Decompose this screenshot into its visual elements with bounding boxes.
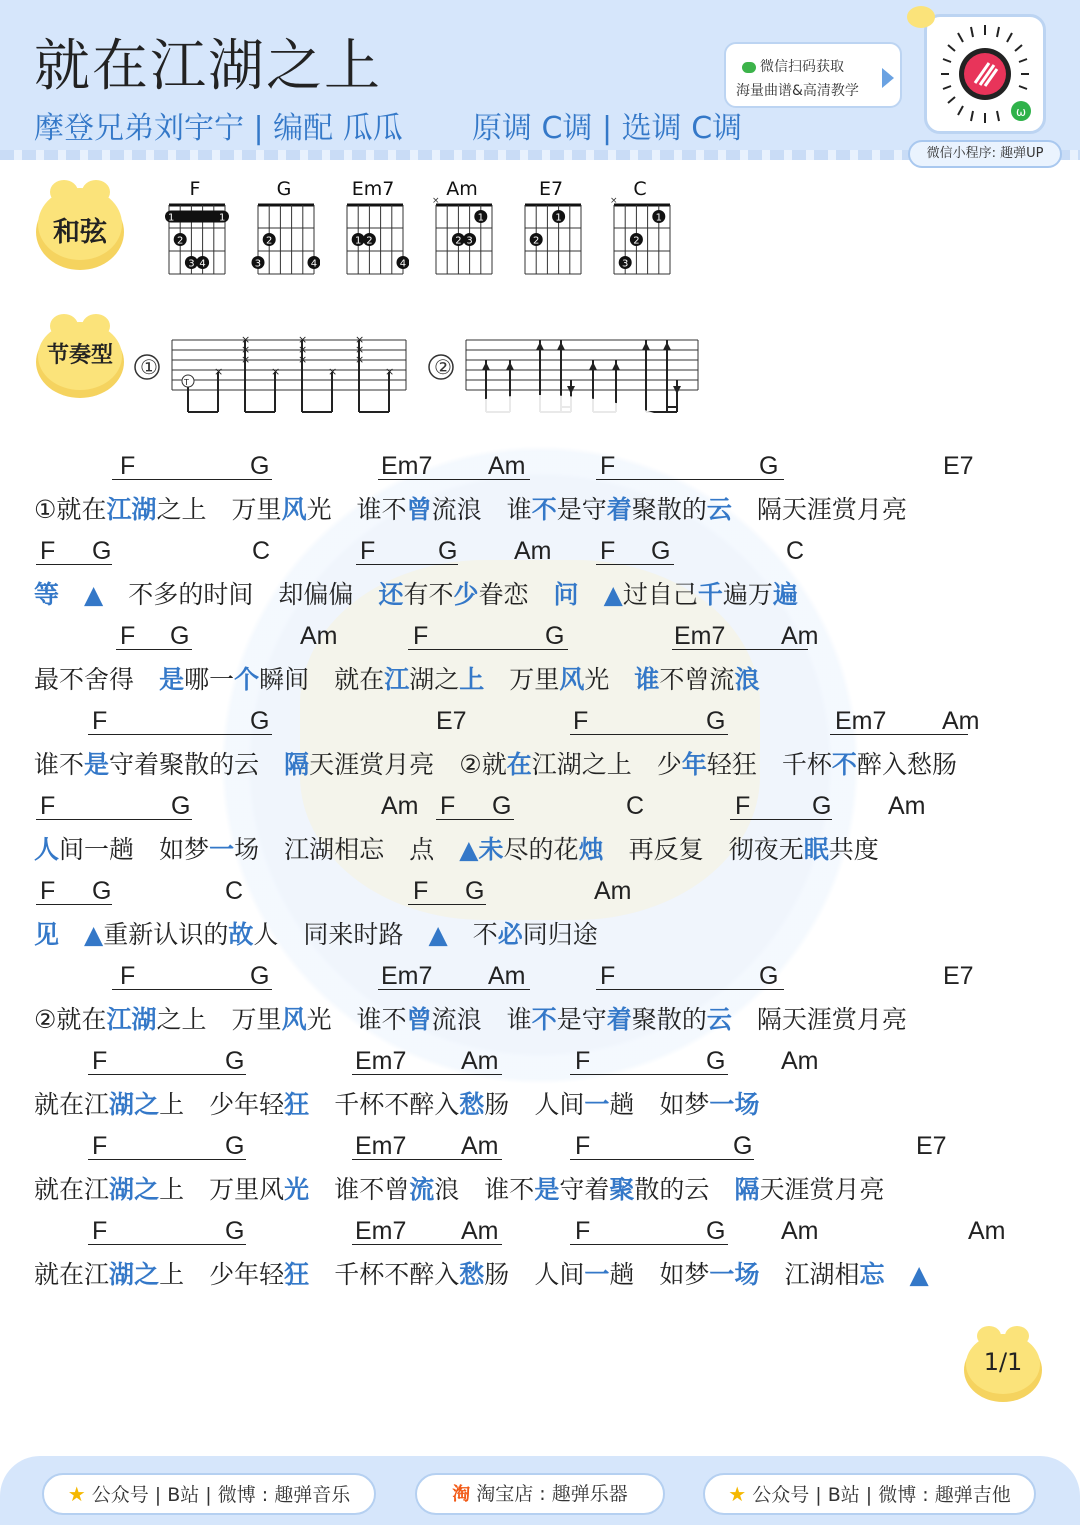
chord-underline [36,819,192,820]
chord-symbol: G [545,622,565,650]
rhythm-pattern-1 [135,333,406,412]
chord-symbol: F [600,537,616,565]
key-info: 原调 C调 | 选调 C调 [472,111,743,146]
chord-symbol: E7 [436,707,467,735]
lyric-line [0,827,1080,870]
page-number-badge [962,1320,1044,1404]
lyric-text: 等 ▲ 不多的时间 却偏偏 还有不少眷恋 问 ▲过自己千遍万遍 [34,580,798,609]
svg-text:×: × [355,333,365,346]
svg-text:×: × [298,353,308,366]
chord-symbol: F [573,707,589,735]
lyric-line [0,572,1080,615]
chord-symbol: Am [781,1217,819,1245]
chord-diagram-name: Em7 [351,178,395,200]
svg-text:×: × [298,343,308,356]
lyric-line [0,742,1080,785]
chord-symbol: E7 [916,1132,947,1160]
svg-text:2: 2 [266,235,273,247]
chord-symbol: F [600,452,616,480]
fretboard-grid [337,178,409,278]
chord-symbol: E7 [943,452,974,480]
chord-symbol: F [40,792,56,820]
chord-symbol: C [252,537,271,565]
rhythm-badge [34,306,128,390]
chord-symbol: Am [488,962,526,990]
footer-social-guitar-text: 公众号 | B站 | 微博 : 趣弹吉他 [752,1484,1011,1506]
chord-symbol: G [492,792,512,820]
footer-social-music-text: 公众号 | B站 | 微博 : 趣弹音乐 [91,1484,351,1506]
svg-text:4: 4 [399,258,407,270]
chord-diagram-g [248,178,320,278]
lyric-text: ①就在江湖之上 万里风光 谁不曾流浪 谁不是守着聚散的云 隔天涯赏月亮 [34,495,907,524]
chord-symbol: F [120,622,136,650]
chord-symbol: G [250,707,270,735]
chord-symbol: Am [488,452,526,480]
chord-symbol: G [759,962,779,990]
chord-diagram-name: C [633,178,647,200]
chord-diagram-name: E7 [538,178,564,200]
chord-symbol: Em7 [835,707,887,735]
chord-symbol: G [225,1047,245,1075]
lyric-line [0,912,1080,955]
chord-line [0,1210,1080,1252]
svg-text:2: 2 [455,235,462,247]
chord-symbol: Em7 [355,1132,407,1160]
chord-symbol: F [120,962,136,990]
svg-text:1: 1 [355,235,362,247]
chord-diagram-e7 [515,178,587,278]
yellow-dot-icon [905,4,937,30]
chord-line [0,870,1080,912]
chord-underline [596,479,784,480]
artist-arranger: 摩登兄弟刘宇宁 | 编配 瓜瓜 [34,111,403,146]
fretboard-grid [159,178,231,278]
svg-text:3: 3 [254,258,262,270]
chord-symbol: G [92,877,112,905]
svg-text:1: 1 [477,212,484,224]
svg-text:2: 2 [366,235,373,247]
chord-symbol: F [40,877,56,905]
chord-symbol: Em7 [355,1047,407,1075]
svg-text:×: × [432,196,440,206]
chord-line [0,785,1080,827]
chord-line [0,700,1080,742]
fretboard-grid [426,178,498,278]
chord-symbol: G [250,962,270,990]
chord-symbol: G [225,1132,245,1160]
chord-line [0,445,1080,487]
chord-symbol: Em7 [355,1217,407,1245]
chord-symbol: G [92,537,112,565]
svg-text:×: × [214,365,224,378]
svg-text:1: 1 [655,212,662,224]
lyric-line [0,1252,1080,1295]
rhythm-badge-label: 节奏型 [46,343,113,368]
chord-underline [88,734,272,735]
svg-text:T: T [184,378,189,387]
chord-diagram-name: G [276,178,292,200]
chord-symbol: F [92,1132,108,1160]
chord-underline [570,1074,728,1075]
fretboard-grid [515,178,587,278]
footer-social-music[interactable] [42,1473,376,1515]
chord-symbol: G [250,452,270,480]
star-icon: ★ [728,1482,747,1506]
chord-line [0,1125,1080,1167]
svg-text:×: × [355,343,365,356]
chord-symbol: Am [461,1132,499,1160]
chord-symbol: Am [514,537,552,565]
chord-symbol: F [92,707,108,735]
chords-badge [34,168,128,252]
chord-symbol: G [706,1217,726,1245]
lyric-text: 人间一趟 如梦一场 江湖相忘 点 ▲未尽的花烛 再反复 彻夜无眠共度 [34,835,879,864]
footer-social-guitar[interactable] [703,1473,1036,1515]
chord-underline [88,1159,246,1160]
lyric-line [0,997,1080,1040]
chord-line [0,955,1080,997]
chord-underline [112,989,272,990]
footer-taobao[interactable] [415,1473,665,1515]
chord-symbol: C [626,792,645,820]
chord-diagram-em7 [337,178,409,278]
chord-symbol: Am [942,707,980,735]
svg-text:1: 1 [555,212,562,224]
song-body [0,445,1080,1295]
chord-symbol: G [651,537,671,565]
chord-line [0,1040,1080,1082]
taobao-icon: 淘 [452,1484,471,1505]
chord-symbol: E7 [943,962,974,990]
chord-symbol: G [812,792,832,820]
chord-symbol: G [170,622,190,650]
chord-symbol: G [706,1047,726,1075]
chord-symbol: F [600,962,616,990]
chord-diagram-c [604,178,676,278]
chord-symbol: G [225,1217,245,1245]
miniprogram-label: 微信小程序: 趣弹UP [908,140,1062,168]
lyric-text: 就在江湖之上 少年轻狂 千杯不醉入愁肠 人间一趟 如梦一场 [34,1090,760,1119]
chord-symbol: F [575,1047,591,1075]
svg-text:2: 2 [633,235,640,247]
chord-symbol: F [40,537,56,565]
chord-symbol: C [786,537,805,565]
chord-symbol: F [735,792,751,820]
chord-underline [88,1074,246,1075]
svg-text:×: × [241,353,251,366]
qr-tip-box[interactable] [724,42,902,108]
svg-text:2: 2 [177,235,184,247]
lyric-text: 就在江湖之上 万里风光 谁不曾流浪 谁不是守着聚散的云 隔天涯赏月亮 [34,1175,885,1204]
fretboard-grid [604,178,676,278]
chords-badge-label: 和弦 [53,217,107,248]
rhythm-pattern-1-label: ① [140,355,158,379]
chord-symbol: Am [594,877,632,905]
chord-underline [112,479,272,480]
chord-symbol: Am [300,622,338,650]
chord-symbol: G [438,537,458,565]
song-title: 就在江湖之上 [34,34,382,99]
chord-symbol: F [413,622,429,650]
chord-underline [596,989,784,990]
svg-text:×: × [298,333,308,346]
chevron-right-icon [882,68,894,88]
svg-text:×: × [385,365,395,378]
lyric-line [0,657,1080,700]
chord-symbol: Am [781,1047,819,1075]
svg-text:×: × [241,333,251,346]
chord-symbol: F [92,1217,108,1245]
footer-taobao-text: 淘宝店 : 趣弹乐器 [476,1483,628,1505]
lyric-text: 谁不是守着聚散的云 隔天涯赏月亮 ②就在江湖之上 少年轻狂 千杯不醉入愁肠 [34,750,957,779]
rhythm-pattern-2-label: ② [434,355,452,379]
svg-text:×: × [328,365,338,378]
chord-symbol: G [759,452,779,480]
svg-text:×: × [355,353,365,366]
lyric-text: 最不舍得 是哪一个瞬间 就在江湖之上 万里风光 谁不曾流浪 [34,665,760,694]
chord-underline [408,649,568,650]
chord-symbol: Am [968,1217,1006,1245]
svg-text:×: × [610,196,618,206]
chord-symbol: Am [461,1047,499,1075]
chord-underline [88,1244,246,1245]
chord-symbol: F [360,537,376,565]
chord-line [0,530,1080,572]
chord-line [0,615,1080,657]
svg-text:3: 3 [466,235,473,247]
chord-symbol: Em7 [381,962,433,990]
svg-text:3: 3 [622,258,629,270]
chord-symbol: G [706,707,726,735]
chord-diagram-name: Am [446,178,478,200]
qr-tip-line1: 微信扫码获取 [760,59,844,75]
star-icon: ★ [67,1482,86,1506]
chord-symbol: Am [781,622,819,650]
svg-text:4: 4 [199,258,206,270]
chord-diagram-f [159,178,231,278]
lyric-line [0,1167,1080,1210]
chord-symbol: Am [381,792,419,820]
chord-symbol: F [92,1047,108,1075]
chord-underline [570,1244,728,1245]
lyric-text: 见 ▲重新认识的故人 同来时路 ▲ 不必同归途 [34,920,598,949]
chord-underline [570,734,728,735]
fretboard-grid [248,178,320,278]
svg-text:3: 3 [188,258,195,270]
lyric-text: 就在江湖之上 少年轻狂 千杯不醉入愁肠 人间一趟 如梦一场 江湖相忘 ▲ [34,1260,929,1289]
chord-underline [570,1159,754,1160]
svg-text:1: 1 [168,212,175,224]
svg-text:2: 2 [533,235,540,247]
svg-text:1: 1 [219,212,226,224]
chord-diagram-name: F [189,178,201,200]
lyric-text: ②就在江湖之上 万里风光 谁不曾流浪 谁不是守着聚散的云 隔天涯赏月亮 [34,1005,907,1034]
chord-symbol: Am [461,1217,499,1245]
svg-text:×: × [241,343,251,356]
chord-symbol: F [120,452,136,480]
page-number: 1/1 [983,1348,1023,1376]
svg-text:×: × [271,365,281,378]
svg-text:ω: ω [1016,105,1027,119]
chord-symbol: Am [888,792,926,820]
chord-diagram-am [426,178,498,278]
chord-symbol: Em7 [381,452,433,480]
wechat-icon [742,62,756,73]
chord-symbol: G [465,877,485,905]
svg-text:4: 4 [310,258,318,270]
chord-symbol: G [171,792,191,820]
miniprogram-code-icon [927,17,1043,131]
qr-code[interactable] [924,14,1046,134]
chord-symbol: F [440,792,456,820]
chord-symbol: G [733,1132,753,1160]
chord-symbol: Em7 [674,622,726,650]
lyric-line [0,487,1080,530]
chord-symbol: F [413,877,429,905]
chord-symbol: C [225,877,244,905]
chord-symbol: F [575,1217,591,1245]
lyric-line [0,1082,1080,1125]
chord-symbol: F [575,1132,591,1160]
qr-tip-line2: 海量曲谱&高清教学 [736,83,859,99]
